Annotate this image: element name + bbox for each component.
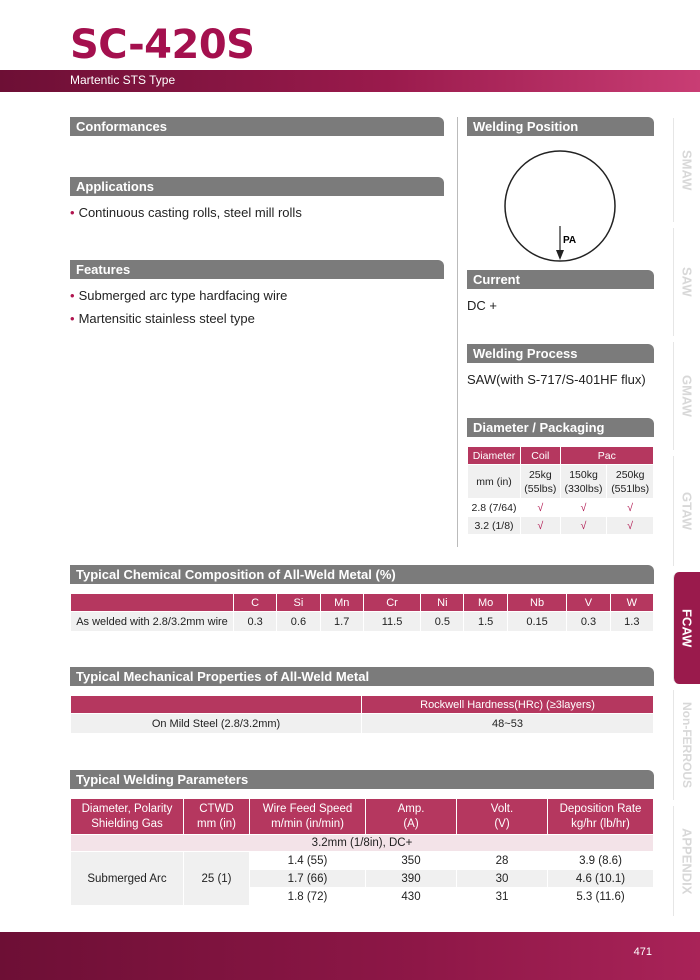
param-wfs: 1.7 (66) [250,870,366,888]
section-current: Current [467,270,654,289]
chem-value: 0.3 [234,612,277,632]
param-wfs: 1.4 (55) [250,852,366,870]
check-mark: √ [607,517,654,535]
check-mark: √ [560,499,607,517]
chem-header-blank [71,594,234,612]
chem-header: Si [277,594,320,612]
check-mark: √ [607,499,654,517]
section-features: Features [70,260,444,279]
param-group-row: 3.2mm (1/8in), DC+ [71,835,654,852]
footer-bar [0,932,700,980]
section-welding-position: Welding Position [467,117,654,136]
product-title: SC-420S [70,22,255,68]
chem-header: W [610,594,653,612]
param-header-volt: Volt. (V) [457,799,548,835]
column-divider [457,117,458,547]
chem-header: Nb [507,594,567,612]
param-deposition: 4.6 (10.1) [548,870,654,888]
param-wfs: 1.8 (72) [250,888,366,906]
chem-value: 0.3 [567,612,610,632]
position-label: PA [563,235,577,246]
page-number: 471 [633,946,652,958]
chem-header: Cr [363,594,420,612]
param-header-deposition: Deposition Rate kg/hr (lb/hr) [548,799,654,835]
side-tab-smaw[interactable]: SMAW [673,118,700,222]
check-mark: √ [521,517,561,535]
packaging-row-diameter: 2.8 (7/64) [468,499,521,517]
chemical-table [70,593,654,632]
mech-header: Rockwell Hardness(HRc) (≥3layers) [362,696,654,714]
packaging-row-diameter: 3.2 (1/8) [468,517,521,535]
param-header-diameter: Diameter, Polarity Shielding Gas [71,799,184,835]
param-ctwd: 25 (1) [184,852,250,906]
param-header-amp: Amp. (A) [366,799,457,835]
side-tab-saw[interactable]: SAW [673,228,700,336]
packaging-table [467,446,654,535]
subtitle-bar [0,70,700,92]
section-chemical-composition: Typical Chemical Composition of All-Weld Metal (%) [70,565,654,584]
param-header-ctwd: CTWD mm (in) [184,799,250,835]
chem-header: V [567,594,610,612]
current-value: DC + [467,298,497,313]
packaging-150kg: 150kg (330lbs) [560,465,607,499]
mech-row-label: On Mild Steel (2.8/3.2mm) [71,714,362,734]
packaging-250kg: 250kg (551lbs) [607,465,654,499]
features-item: • Submerged arc type hardfacing wire [70,288,288,303]
param-amp: 430 [366,888,457,906]
chem-header: C [234,594,277,612]
chem-header: Mo [464,594,507,612]
param-amp: 390 [366,870,457,888]
chem-value: 11.5 [363,612,420,632]
chem-value: 1.7 [320,612,363,632]
packaging-header-diameter: Diameter [468,447,521,465]
chem-value: 0.15 [507,612,567,632]
applications-item: • Continuous casting rolls, steel mill rolls [70,205,302,220]
subtitle: Martentic STS Type [70,73,176,87]
section-diameter-packaging: Diameter / Packaging [467,418,654,437]
param-header-wfs: Wire Feed Speed m/min (in/min) [250,799,366,835]
check-mark: √ [560,517,607,535]
section-welding-process: Welding Process [467,344,654,363]
packaging-header-pac: Pac [560,447,653,465]
param-deposition: 3.9 (8.6) [548,852,654,870]
chem-header: Ni [421,594,464,612]
param-volt: 28 [457,852,548,870]
mech-value: 48~53 [362,714,654,734]
section-mechanical-properties: Typical Mechanical Properties of All-Weld Metal [70,667,654,686]
param-deposition: 5.3 (11.6) [548,888,654,906]
side-tab-gtaw[interactable]: GTAW [673,456,700,566]
section-conformances: Conformances [70,117,444,136]
side-tab-gmaw[interactable]: GMAW [673,342,700,450]
param-volt: 30 [457,870,548,888]
mechanical-table [70,695,654,734]
chem-value: 1.3 [610,612,653,632]
section-applications: Applications [70,177,444,196]
section-welding-parameters: Typical Welding Parameters [70,770,654,789]
packaging-unit: mm (in) [468,465,521,499]
features-item: • Martensitic stainless steel type [70,311,255,326]
welding-position-diagram [500,150,620,266]
chem-row-label: As welded with 2.8/3.2mm wire [71,612,234,632]
side-tab-non-ferrous[interactable]: Non-FERROUS [673,690,700,800]
side-tab-appendix[interactable]: APPENDIX [673,806,700,916]
check-mark: √ [521,499,561,517]
side-tab-fcaw[interactable]: FCAW [673,572,700,684]
chem-value: 0.5 [421,612,464,632]
chem-header: Mn [320,594,363,612]
param-volt: 31 [457,888,548,906]
param-amp: 350 [366,852,457,870]
packaging-header-coil: Coil [521,447,561,465]
process-value: SAW(with S-717/S-401HF flux) [467,372,646,387]
chem-value: 0.6 [277,612,320,632]
parameters-table [70,798,654,906]
packaging-25kg: 25kg (55lbs) [521,465,561,499]
chem-value: 1.5 [464,612,507,632]
mech-header-blank [71,696,362,714]
param-process: Submerged Arc [71,852,184,906]
